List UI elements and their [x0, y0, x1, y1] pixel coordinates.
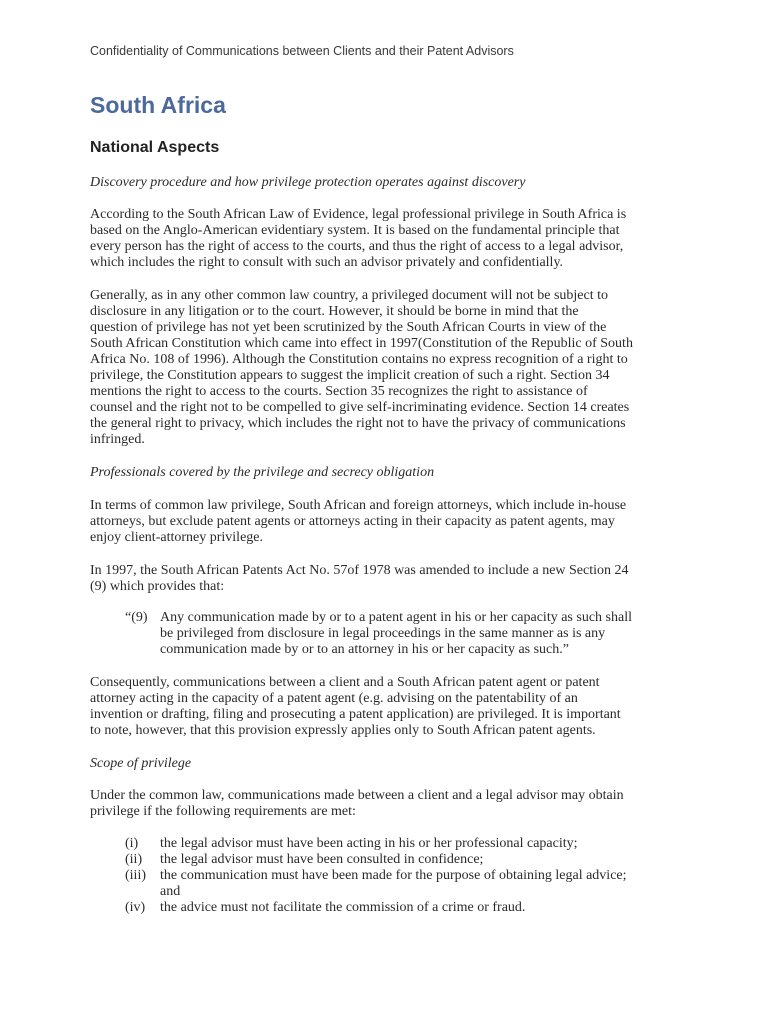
list-text: [160, 852, 685, 868]
text-line: counsel and the right not to be compelled to give self-incriminating evidence. Section 14 creates: [90, 400, 630, 415]
text-line: attorney acting in the capacity of a patent agent (e.g. advising on the patentability of an: [90, 691, 578, 706]
text-line: According to the South African Law of Evidence, legal professional privilege in South Africa is: [90, 207, 627, 222]
text-line: invention or drafting, filing and prosecuting a patent application) are privileged. It is important: [90, 707, 621, 722]
paragraph-consequently: [90, 675, 680, 739]
text-line: infringed.: [90, 432, 145, 447]
list-text: [160, 868, 685, 900]
quote-text: [160, 610, 685, 658]
text-line: the communication must have been made for the purpose of obtaining legal advice;: [160, 868, 627, 883]
list-marker: (iii): [125, 868, 146, 883]
paragraph-law-of-evidence: [90, 207, 680, 271]
text-line: In terms of common law privilege, South African and foreign attorneys, which include in-house: [90, 498, 627, 513]
text-line: enjoy client-attorney privilege.: [90, 530, 263, 545]
subheading-professionals: Professionals covered by the privilege and secrecy obligation: [90, 465, 435, 480]
text-line: In 1997, the South African Patents Act No. 57of 1978 was amended to include a new Section 24: [90, 563, 629, 578]
text-line: the advice must not facilitate the commission of a crime or fraud.: [160, 900, 526, 915]
subheading-scope: Scope of privilege: [90, 756, 192, 771]
quote-marker: “(9): [125, 610, 148, 625]
running-header: Confidentiality of Communications between Clients and their Patent Advisors: [90, 44, 514, 58]
paragraph-requirements-intro: [90, 788, 680, 820]
text-line: every person has the right of access to the courts, and thus the right of access to a legal advisor,: [90, 239, 624, 254]
text-line: Consequently, communications between a client and a South African patent agent or patent: [90, 675, 600, 690]
quote-row: [125, 610, 685, 658]
list-item: [125, 852, 685, 868]
text-line: the legal advisor must have been acting in his or her professional capacity;: [160, 836, 578, 851]
quoted-provision: [125, 610, 685, 658]
list-text: [160, 900, 685, 916]
text-line: privilege, the Constitution appears to suggest the implicit creation of such a right. Section 34: [90, 368, 610, 383]
text-line: disclosure in any litigation or to the court. However, it should be borne in mind that the: [90, 304, 579, 319]
text-line: Under the common law, communications made between a client and a legal advisor may obtain: [90, 788, 624, 803]
list-marker: (i): [125, 836, 139, 851]
requirements-list: [125, 836, 685, 916]
text-line: the legal advisor must have been consulted in confidence;: [160, 852, 484, 867]
paragraph-patents-act: [90, 563, 680, 595]
text-line: and: [160, 884, 181, 899]
text-line: be privileged from disclosure in legal proceedings in the same manner as is any: [160, 626, 606, 641]
list-text: [160, 836, 685, 852]
text-line: based on the Anglo-American evidentiary system. It is based on the fundamental principle that: [90, 223, 620, 238]
text-line: privilege if the following requirements are met:: [90, 804, 356, 819]
text-line: question of privilege has not yet been scrutinized by the South African Courts in view of the: [90, 320, 607, 335]
list-item: [125, 836, 685, 852]
subheading-discovery: Discovery procedure and how privilege protection operates against discovery: [90, 175, 526, 190]
country-title: South Africa: [90, 92, 226, 118]
section-heading: National Aspects: [90, 139, 220, 156]
list-marker: (ii): [125, 852, 143, 867]
text-line: Africa No. 108 of 1996). Although the Constitution contains no express recognition of a right to: [90, 352, 628, 367]
text-line: attorneys, but exclude patent agents or attorneys acting in their capacity as patent agents, may: [90, 514, 615, 529]
text-line: Any communication made by or to a patent agent in his or her capacity as such shall: [160, 610, 632, 625]
list-marker: (iv): [125, 900, 146, 915]
text-line: communication made by or to an attorney in his or her capacity as such.”: [160, 642, 569, 657]
paragraph-common-law-privilege: [90, 288, 680, 448]
text-line: mentions the right to access to the courts. Section 35 recognizes the right to assistance of: [90, 384, 588, 399]
list-item: [125, 868, 685, 900]
text-line: which includes the right to consult with such an advisor privately and confidentially.: [90, 255, 564, 270]
text-line: Generally, as in any other common law country, a privileged document will not be subject to: [90, 288, 608, 303]
paragraph-attorneys: [90, 498, 680, 546]
text-line: to note, however, that this provision expressly applies only to South African patent agents.: [90, 723, 596, 738]
text-line: (9) which provides that:: [90, 579, 225, 594]
list-item: [125, 900, 685, 916]
text-line: South African Constitution which came into effect in 1997(Constitution of the Republic of South: [90, 336, 633, 351]
text-line: the general right to privacy, which includes the right not to have the privacy of communications: [90, 416, 626, 431]
